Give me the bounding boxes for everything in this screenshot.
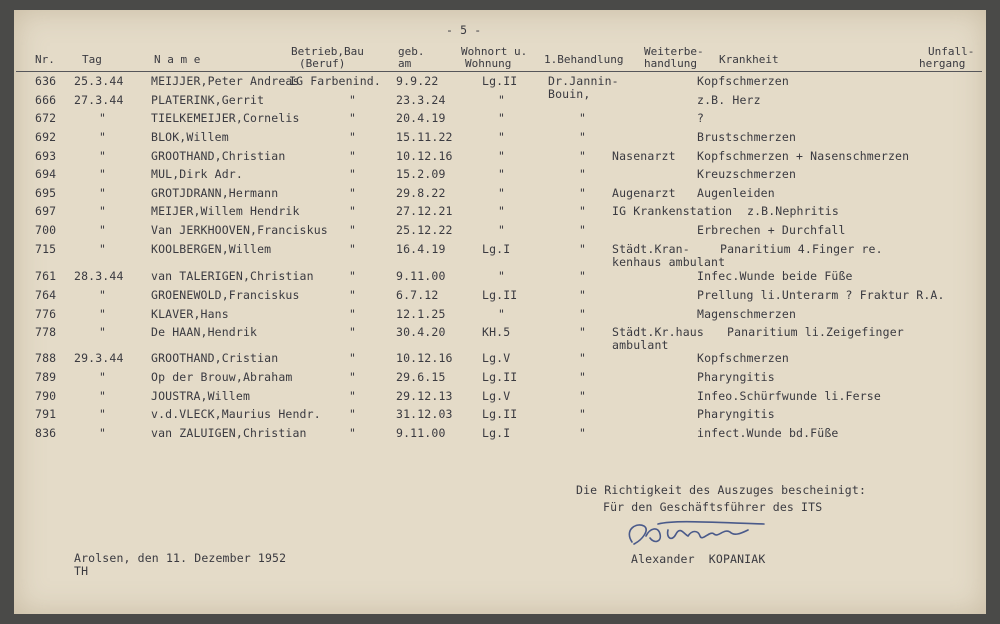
cell-wohnort: " — [498, 130, 506, 144]
document-page — [14, 10, 986, 614]
cell-geb: 30.4.20 — [396, 325, 446, 339]
cell-wohnort: " — [498, 269, 506, 283]
cell-nr: 791 — [35, 407, 57, 421]
cell-name: van TALERIGEN,Christian — [151, 269, 314, 283]
cell-name: Op der Brouw,Abraham — [151, 370, 293, 384]
cell-weiterbehandlung: IG Krankenstation — [612, 204, 733, 218]
cell-tag: " — [99, 111, 107, 125]
cell-behandlung: " — [579, 167, 587, 181]
cell-behandlung: " — [579, 407, 587, 421]
cell-tag: 25.3.44 — [74, 74, 124, 88]
cell-betrieb: " — [349, 186, 357, 200]
cell-nr: 776 — [35, 307, 57, 321]
col-header-unfall: Unfall- — [928, 45, 975, 58]
cell-tag: " — [99, 130, 107, 144]
cell-tag: " — [99, 325, 107, 339]
cell-krankheit: z.B.Nephritis — [747, 204, 839, 218]
cell-betrieb: " — [349, 269, 357, 283]
cell-betrieb: " — [349, 288, 357, 302]
cell-name: van ZALUIGEN,Christian — [151, 426, 307, 440]
cell-nr: 790 — [35, 389, 57, 403]
cell-nr: 715 — [35, 242, 57, 256]
cell-wohnort: " — [498, 307, 506, 321]
place-date: Arolsen, den 11. Dezember 1952 — [74, 551, 287, 565]
col-header-weiterbe: Weiterbe- — [644, 45, 704, 58]
cell-geb: 10.12.16 — [396, 149, 453, 163]
cell-betrieb: " — [349, 370, 357, 384]
cell-tag: " — [99, 223, 107, 237]
cell-nr: 694 — [35, 167, 57, 181]
cell-name: MUL,Dirk Adr. — [151, 167, 243, 181]
cell-krankheit: Brustschmerzen — [697, 130, 797, 144]
cell-nr: 788 — [35, 351, 57, 365]
cell-wohnort: " — [498, 111, 506, 125]
col-header-wohnung: Wohnung — [465, 57, 512, 70]
cell-name: PLATERINK,Gerrit — [151, 93, 265, 107]
cell-behandlung: " — [579, 351, 587, 365]
cell-geb: 29.12.13 — [396, 389, 453, 403]
cell-betrieb: " — [349, 223, 357, 237]
cell-name: GROOTHAND,Christian — [151, 149, 286, 163]
cell-behandlung: " — [579, 389, 587, 403]
cell-behandlung: " — [579, 111, 587, 125]
cell-betrieb: " — [349, 307, 357, 321]
cell-geb: 23.3.24 — [396, 93, 446, 107]
cell-krankheit: Panaritium li.Zeigefinger — [727, 325, 904, 339]
cell-wohnort: Lg.V — [482, 389, 511, 403]
col-header-behandlung: 1.Behandlung — [544, 53, 624, 66]
cell-krankheit: Augenleiden — [697, 186, 775, 200]
col-header-am: am — [398, 57, 412, 70]
cell-geb: 12.1.25 — [396, 307, 446, 321]
cell-betrieb: " — [349, 93, 357, 107]
cell-wohnort: KH.5 — [482, 325, 511, 339]
header-rule — [16, 71, 982, 72]
cell-weiterbehandlung: Nasenarzt — [612, 149, 676, 163]
certification-line-2: Für den Geschäftsführer des ITS — [603, 500, 823, 514]
cell-nr: 693 — [35, 149, 57, 163]
cell-betrieb: " — [349, 111, 357, 125]
cell-krankheit: Kopfschmerzen + Nasenschmerzen — [697, 149, 910, 163]
cell-krankheit: Infeo.Schürfwunde li.Ferse — [697, 389, 881, 403]
col-header-name: N a m e — [154, 53, 201, 66]
typist-initials: TH — [74, 564, 89, 578]
cell-behandlung: " — [579, 370, 587, 384]
cell-geb: 16.4.19 — [396, 242, 446, 256]
cell-geb: 27.12.21 — [396, 204, 453, 218]
col-header-handlung: handlung — [644, 57, 697, 70]
cell-geb: 6.7.12 — [396, 288, 439, 302]
cell-tag: " — [99, 426, 107, 440]
cell-betrieb: " — [349, 325, 357, 339]
cell-wohnort: " — [498, 93, 506, 107]
cell-nr: 764 — [35, 288, 57, 302]
cell-name: KLAVER,Hans — [151, 307, 229, 321]
cell-behandlung-cont: Bouin, — [548, 87, 591, 101]
cell-behandlung: " — [579, 242, 587, 256]
cell-nr: 672 — [35, 111, 57, 125]
cell-nr: 697 — [35, 204, 57, 218]
cell-krankheit: Kreuzschmerzen — [697, 167, 797, 181]
cell-weiterbehandlung: Augenarzt — [612, 186, 676, 200]
cell-tag: " — [99, 186, 107, 200]
cell-tag: 29.3.44 — [74, 351, 124, 365]
cell-weiterbehandlung: Städt.Kran- — [612, 242, 690, 256]
cell-tag: " — [99, 149, 107, 163]
col-header-betrieb: Betrieb,Bau — [291, 45, 364, 58]
cell-nr: 761 — [35, 269, 57, 283]
cell-tag: " — [99, 389, 107, 403]
cell-geb: 29.6.15 — [396, 370, 446, 384]
col-header-nr: Nr. — [35, 53, 55, 66]
cell-krankheit: Panaritium 4.Finger re. — [720, 242, 883, 256]
cell-name: GROTJDRANN,Hermann — [151, 186, 279, 200]
cell-name: JOUSTRA,Willem — [151, 389, 251, 403]
cell-behandlung: " — [579, 426, 587, 440]
cell-name: GROOTHAND,Cristian — [151, 351, 279, 365]
cell-wohnort: " — [498, 204, 506, 218]
handwritten-signature — [614, 516, 774, 554]
cell-behandlung: " — [579, 288, 587, 302]
cell-geb: 9.9.22 — [396, 74, 439, 88]
cell-betrieb: " — [349, 389, 357, 403]
cell-tag: " — [99, 370, 107, 384]
cell-behandlung: " — [579, 325, 587, 339]
cell-krankheit: Pharyngitis — [697, 407, 775, 421]
col-header-hergang: hergang — [919, 57, 966, 70]
cell-wohnort: Lg.I — [482, 426, 511, 440]
cell-behandlung: " — [579, 269, 587, 283]
cell-nr: 692 — [35, 130, 57, 144]
cell-nr: 778 — [35, 325, 57, 339]
cell-behandlung: " — [579, 204, 587, 218]
certification-line-1: Die Richtigkeit des Auszuges bescheinigt: — [576, 483, 867, 497]
cell-betrieb: " — [349, 204, 357, 218]
cell-geb: 15.2.09 — [396, 167, 446, 181]
cell-krankheit: infect.Wunde bd.Füße — [697, 426, 839, 440]
cell-name: MEIJJER,Peter Andreas — [151, 74, 300, 88]
cell-wohnort: " — [498, 186, 506, 200]
cell-name: MEIJER,Willem Hendrik — [151, 204, 300, 218]
cell-wohnort: " — [498, 167, 506, 181]
cell-krankheit: Infec.Wunde beide Füße — [697, 269, 853, 283]
col-header-geb: geb. — [398, 45, 425, 58]
cell-weiterbehandlung-cont: ambulant — [612, 338, 669, 352]
cell-krankheit: Erbrechen + Durchfall — [697, 223, 846, 237]
signer-name: Alexander KOPANIAK — [631, 552, 766, 566]
col-header-tag: Tag — [82, 53, 102, 66]
cell-krankheit: Kopfschmerzen — [697, 74, 789, 88]
cell-krankheit: ? — [697, 111, 705, 125]
cell-wohnort: " — [498, 149, 506, 163]
cell-nr: 836 — [35, 426, 57, 440]
cell-tag: " — [99, 167, 107, 181]
col-header-beruf: (Beruf) — [299, 57, 346, 70]
cell-behandlung: " — [579, 130, 587, 144]
cell-weiterbehandlung-cont: kenhaus ambulant — [612, 255, 726, 269]
cell-name: v.d.VLECK,Maurius Hendr. — [151, 407, 321, 421]
cell-betrieb: " — [349, 351, 357, 365]
cell-wohnort: Lg.V — [482, 351, 511, 365]
cell-name: De HAAN,Hendrik — [151, 325, 258, 339]
cell-name: GROENEWOLD,Franciskus — [151, 288, 300, 302]
cell-betrieb: " — [349, 167, 357, 181]
cell-wohnort: Lg.II — [482, 74, 518, 88]
cell-tag: " — [99, 288, 107, 302]
cell-behandlung: Dr.Jannin- — [548, 74, 619, 88]
cell-name: Van JERKHOOVEN,Franciskus — [151, 223, 328, 237]
cell-betrieb: " — [349, 130, 357, 144]
cell-nr: 636 — [35, 74, 57, 88]
cell-geb: 10.12.16 — [396, 351, 453, 365]
cell-behandlung: " — [579, 223, 587, 237]
cell-betrieb: " — [349, 149, 357, 163]
col-header-wohnort: Wohnort u. — [461, 45, 528, 58]
cell-behandlung: " — [579, 307, 587, 321]
cell-betrieb: " — [349, 242, 357, 256]
cell-wohnort: Lg.I — [482, 242, 511, 256]
cell-betrieb: " — [349, 426, 357, 440]
page-number: - 5 - — [446, 23, 482, 37]
cell-behandlung: " — [579, 186, 587, 200]
cell-weiterbehandlung: Städt.Kr.haus — [612, 325, 704, 339]
cell-tag: 28.3.44 — [74, 269, 124, 283]
cell-tag: " — [99, 307, 107, 321]
cell-geb: 29.8.22 — [396, 186, 446, 200]
cell-geb: 25.12.22 — [396, 223, 453, 237]
cell-tag: " — [99, 407, 107, 421]
cell-name: BLOK,Willem — [151, 130, 229, 144]
cell-wohnort: Lg.II — [482, 288, 518, 302]
cell-tag: 27.3.44 — [74, 93, 124, 107]
cell-wohnort: " — [498, 223, 506, 237]
cell-betrieb: IG Farbenind. — [289, 74, 381, 88]
cell-geb: 20.4.19 — [396, 111, 446, 125]
cell-behandlung: " — [579, 149, 587, 163]
cell-tag: " — [99, 242, 107, 256]
cell-betrieb: " — [349, 407, 357, 421]
cell-wohnort: Lg.II — [482, 407, 518, 421]
cell-krankheit: z.B. Herz — [697, 93, 761, 107]
cell-krankheit: Pharyngitis — [697, 370, 775, 384]
cell-geb: 15.11.22 — [396, 130, 453, 144]
cell-nr: 695 — [35, 186, 57, 200]
cell-nr: 666 — [35, 93, 57, 107]
cell-nr: 700 — [35, 223, 57, 237]
cell-geb: 31.12.03 — [396, 407, 453, 421]
cell-krankheit: Kopfschmerzen — [697, 351, 789, 365]
col-header-krankheit: Krankheit — [719, 53, 779, 66]
cell-geb: 9.11.00 — [396, 269, 446, 283]
cell-geb: 9.11.00 — [396, 426, 446, 440]
cell-krankheit: Magenschmerzen — [697, 307, 797, 321]
cell-name: TIELKEMEIJER,Cornelis — [151, 111, 300, 125]
cell-name: KOOLBERGEN,Willem — [151, 242, 272, 256]
cell-tag: " — [99, 204, 107, 218]
cell-nr: 789 — [35, 370, 57, 384]
cell-krankheit: Prellung li.Unterarm ? Fraktur R.A. — [697, 288, 945, 302]
cell-wohnort: Lg.II — [482, 370, 518, 384]
